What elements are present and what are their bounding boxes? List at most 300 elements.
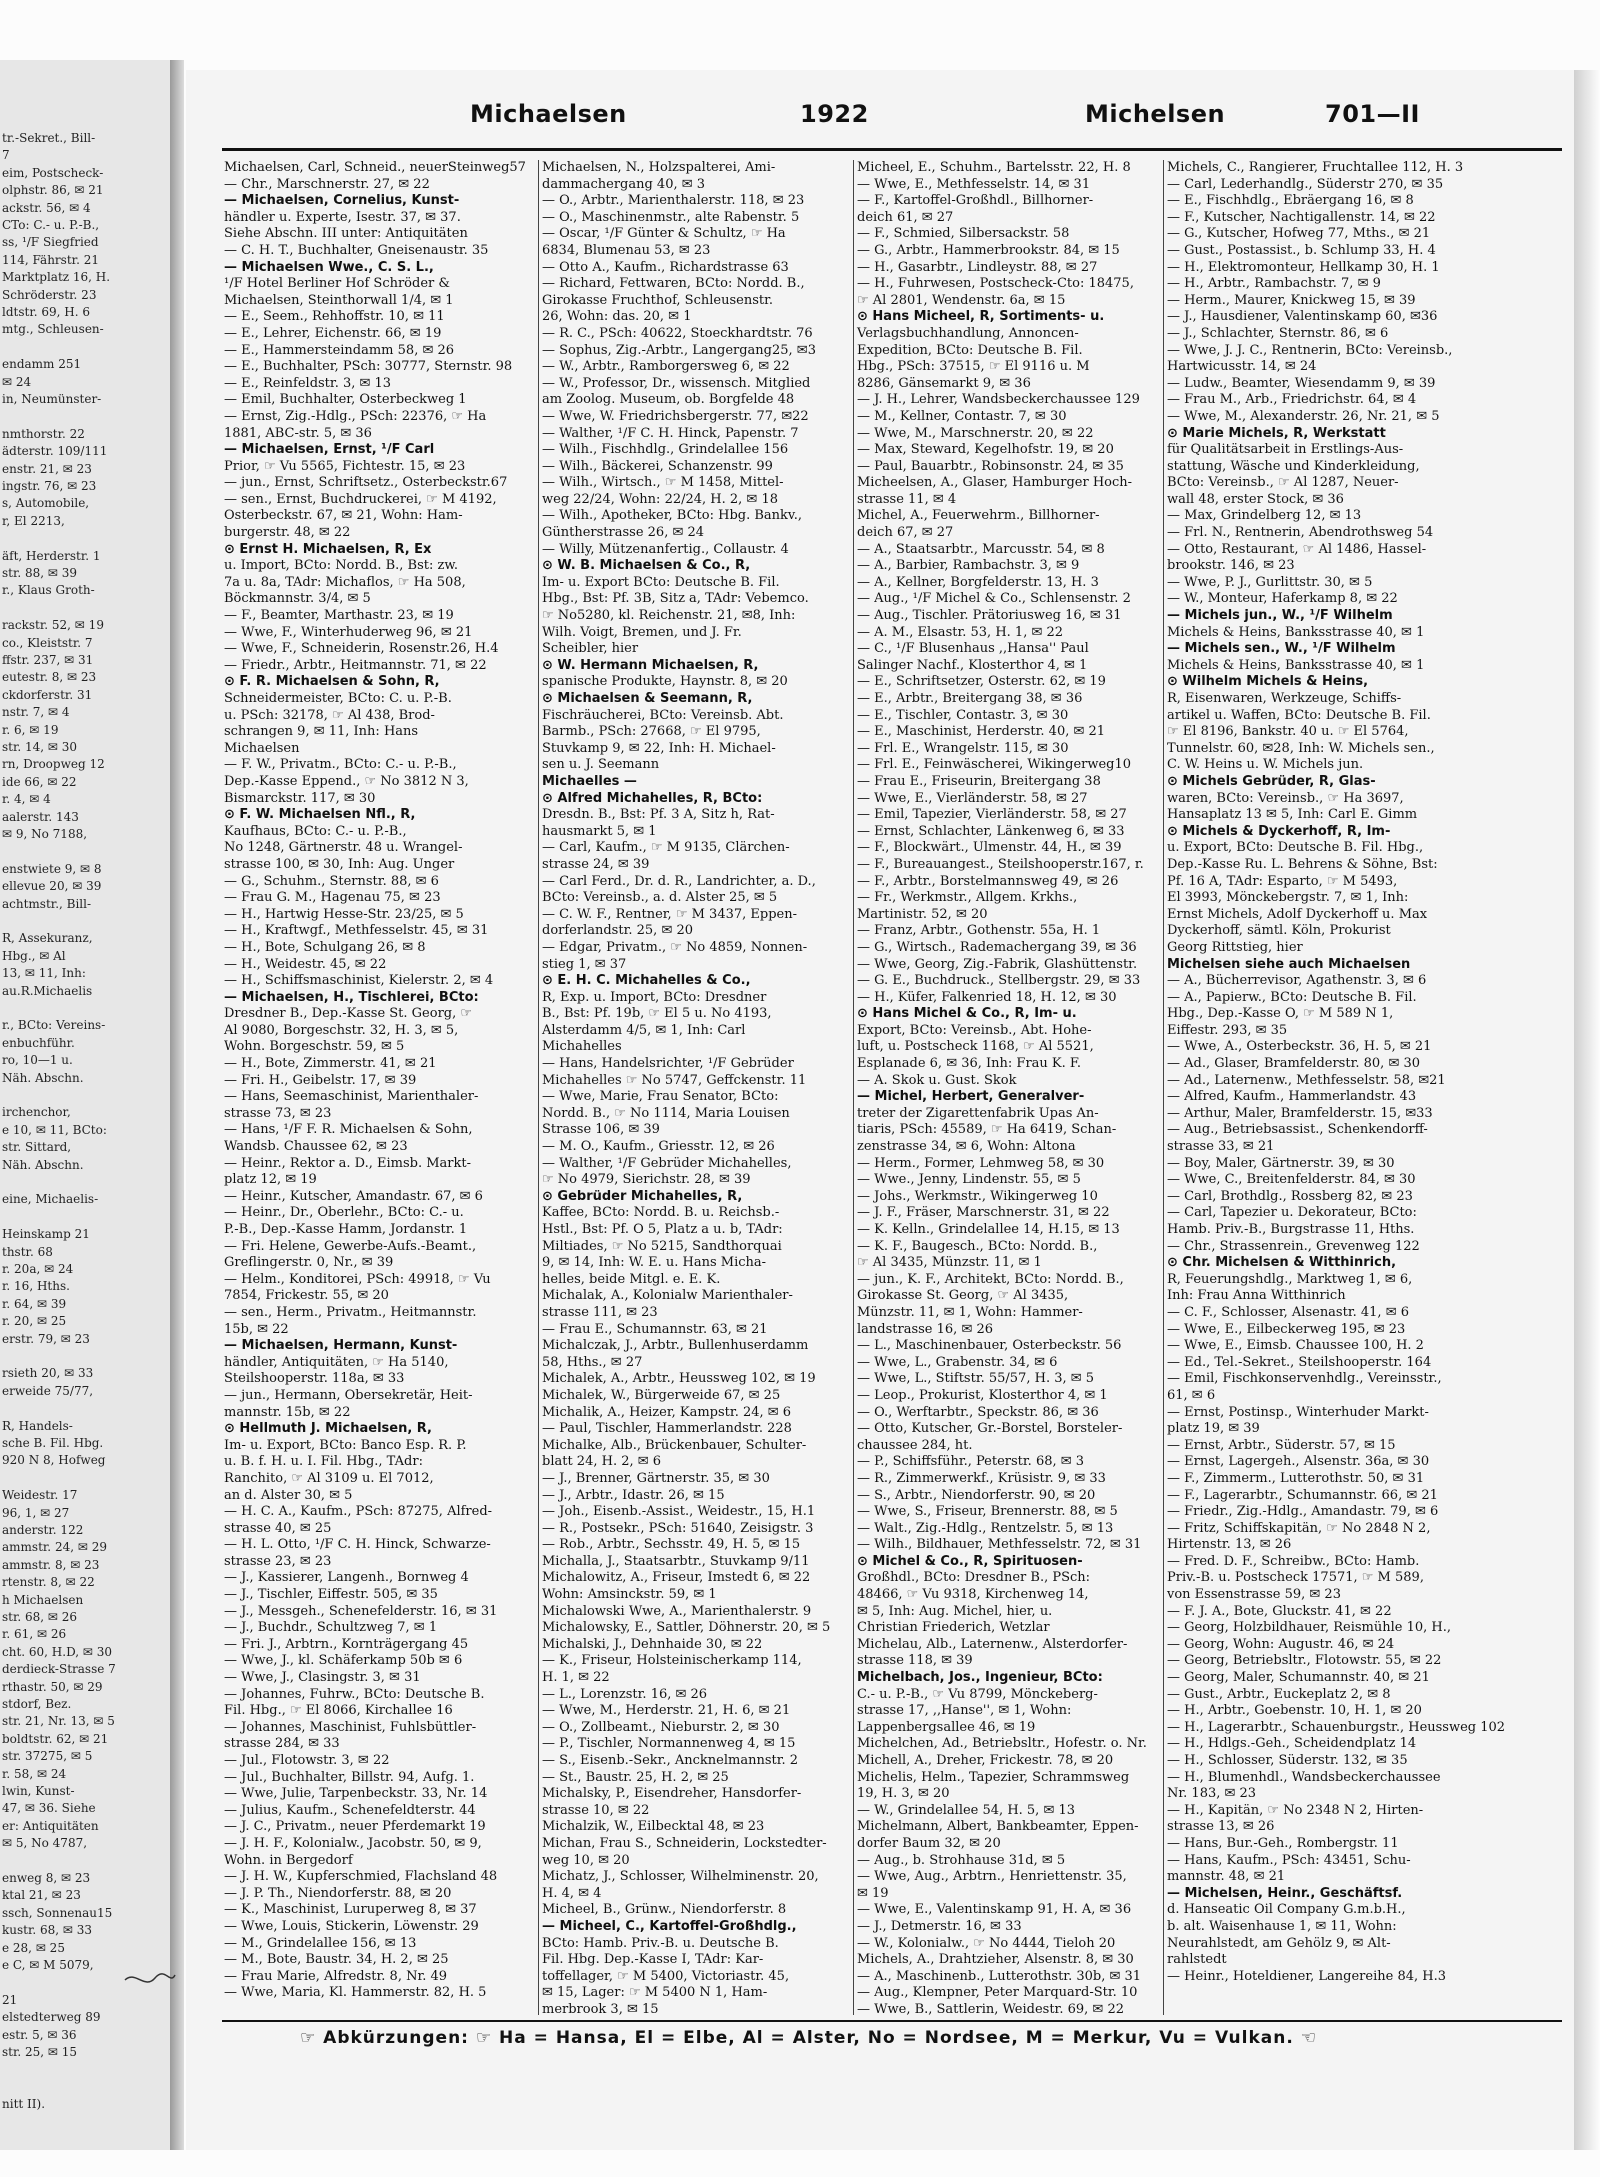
left-page-line: str. 37275, ✉ 5 [2,1749,93,1764]
directory-entry: Scheibler, hier [542,641,639,657]
directory-entry: hausmarkt 5, ✉ 1 [542,823,657,839]
left-page-line: anderstr. 122 [2,1523,84,1537]
directory-entry: stattung, Wäsche und Kinderkleidung, [1167,458,1420,474]
directory-entry: — Carl, Lederhandlg., Süderstr 270, ✉ 35 [1167,176,1444,192]
directory-entry: — E., Seem., Rehhoffstr. 10, ✉ 11 [224,309,445,325]
directory-entry: — M. O., Kaufm., Griesstr. 12, ✉ 26 [542,1139,775,1155]
directory-entry: blatt 24, H. 2, ✉ 6 [542,1454,662,1470]
left-page-line: aalerstr. 143 [2,809,79,824]
directory-entry: Hansaplatz 13 ✉ 5, Inh: Carl E. Gimm [1167,807,1418,823]
directory-entry: — Joh., Eisenb.-Assist., Weidestr., 15, H.1 [542,1504,816,1520]
directory-entry: ✉ 19 [857,1885,889,1901]
left-page-line: endamm 251 [2,357,82,372]
directory-entry: — Wwe, J., Clasingstr. 3, ✉ 31 [224,1670,421,1686]
directory-entry: Michel, A., Feuerwehrm., Billhorner- [857,508,1100,524]
directory-entry: — Georg, Holzbildhauer, Reismühle 10, H., [1167,1620,1451,1636]
left-page-line: nmthorstr. 22 [2,426,85,441]
directory-entry: Michelchen, Ad., Betriebsltr., Hofestr. o. Nr. [857,1736,1147,1752]
directory-entry: — J., Detmerstr. 16, ✉ 33 [857,1918,1022,1934]
directory-entry: H. 1, ✉ 22 [542,1670,610,1686]
left-page-line: r. 16, Hths. [2,1279,70,1294]
directory-entry: — J., Tischler, Eiffestr. 505, ✉ 35 [224,1587,438,1603]
directory-entry: — A., Bücherrevisor, Agathenstr. 3, ✉ 6 [1167,973,1427,989]
directory-entry: — J. H. F., Kolonialw., Jacobstr. 50, ✉ 9, [224,1835,482,1851]
directory-entry: C.- u. P.-B., ☞ Vu 8799, Mönckeberg- [857,1686,1098,1702]
directory-entry: Dresdner B., Dep.-Kasse St. Georg, ☞ [224,1006,473,1022]
directory-entry: waren, BCto: Vereinsb., ☞ Ha 3697, [1167,790,1404,806]
directory-entry: — Hans, Seemaschinist, Marienthaler- [224,1089,479,1105]
directory-entry: — R., Postsekr., PSch: 51640, Zeisigstr. 3 [542,1520,814,1536]
directory-entry: Michels & Heins, Banksstrasse 40, ✉ 1 [1167,624,1425,640]
directory-entry: Michatz, J., Schlosser, Wilhelminenstr. 20, [542,1869,819,1885]
directory-entry: — Wwe, F., Winterhuderweg 96, ✉ 21 [224,624,473,640]
left-page-line: thstr. 68 [2,1244,53,1259]
left-page-line: r. 61, ✉ 26 [2,1627,67,1642]
directory-entry: — Frau Marie, Alfredstr. 8, Nr. 49 [224,1968,448,1984]
directory-entry: ⊙ Michels Gebrüder, R, Glas- [1167,773,1376,789]
left-page-line: äft, Herderstr. 1 [2,548,101,563]
left-page-line: tr.-Sekret., Bill- [2,131,96,145]
directory-entry: — Otto, Kutscher, Gr.-Borstel, Borsteler- [857,1421,1123,1437]
left-page-line: r. 4, ✉ 4 [2,792,51,807]
directory-entry: BCto: Vereinsb., a. d. Alster 25, ✉ 5 [542,890,778,906]
directory-entry: — K. Kelln., Grindelallee 14, H.15, ✉ 13 [857,1222,1120,1237]
directory-entry: ⊙ W. B. Michaelsen & Co., R, [542,558,751,574]
left-page-line: Näh. Abschn. [2,1157,84,1172]
directory-entry: an d. Alster 30, ✉ 5 [224,1487,353,1503]
left-page-line: str. 14, ✉ 30 [2,740,78,754]
directory-entry: — Frl. N., Rentnerin, Abendrothsweg 54 [1167,525,1434,541]
directory-entry: Neurahlstedt, am Gehölz 9, ✉ Alt- [1167,1935,1391,1951]
directory-entry: — C., ¹/F Blusenhaus ,,Hansa'' Paul [857,641,1089,657]
directory-entry: — C. W. F., Rentner, ☞ M 3437, Eppen- [542,906,797,922]
directory-entry: — R. C., PSch: 40622, Stoeckhardtstr. 76 [542,325,813,341]
directory-entry: — Fred. D. F., Schreibw., BCto: Hamb. [1167,1553,1420,1569]
left-page-line: er: Antiquitäten [2,1818,99,1833]
left-page-line: ingstr. 76, ✉ 23 [2,479,97,493]
page-edge-right [1574,70,1600,2150]
directory-entry: ☞ No 4979, Sierichstr. 28, ✉ 39 [542,1172,751,1188]
directory-entry: Greflingerstr. 0, Nr., ✉ 39 [224,1255,394,1271]
left-page-line: 21 [2,1992,18,2007]
directory-entry: — Chr., Strassenrein., Grevenweg 122 [1167,1238,1420,1254]
directory-entry: — Oscar, ¹/F Günter & Schultz, ☞ Ha [542,226,786,242]
left-page-line: stdorf, Bez. [2,1697,72,1711]
directory-entry: — Chr., Marschnerstr. 27, ✉ 22 [224,176,430,192]
directory-entry: Michelmann, Albert, Bankbeamter, Eppen- [857,1819,1139,1835]
directory-entry: — H. C. A., Kaufm., PSch: 87275, Alfred- [224,1504,493,1520]
directory-entry: — Wilh., Bäckerei, Schanzenstr. 99 [542,458,773,474]
directory-entry: — Ludw., Beamter, Wiesendamm 9, ✉ 39 [1167,375,1436,391]
directory-entry: Michalczak, J., Arbtr., Bullenhuserdamm [542,1338,809,1354]
directory-entry: für Qualitätsarbeit in Erstlings-Aus- [1167,442,1404,458]
directory-entry: luft, u. Postscheck 1168, ☞ Al 5521, [857,1039,1094,1055]
directory-entry: Michalak, A., Kolonialw Marienthaler- [542,1288,793,1304]
directory-entry: — F., Kutscher, Nachtigallenstr. 14, ✉ 22 [1167,209,1436,225]
left-page-line: boldtstr. 62, ✉ 21 [2,1731,109,1746]
directory-entry: Fil. Hbg., ☞ El 8066, Kirchallee 16 [224,1703,453,1719]
left-page-line: ✉ 9, No 7188, [2,827,88,841]
directory-entry: Michaelsen, Steinthorwall 1/4, ✉ 1 [224,292,454,308]
directory-entry: weg 22/24, Wohn: 22/24, H. 2, ✉ 18 [542,491,778,507]
directory-entry: dorferlandstr. 25, ✉ 20 [542,923,694,939]
left-page-line: ammstr. 24, ✉ 29 [2,1540,107,1555]
directory-entry: Hirtenstr. 13, ✉ 26 [1167,1537,1292,1553]
directory-entry: Wohn: Amsinckstr. 59, ✉ 1 [542,1587,717,1603]
directory-entry: — Wwe, J. J. C., Rentnerin, BCto: Vereinsb., [1167,342,1453,358]
directory-entry: — Georg, Betriebsltr., Flotowstr. 55, ✉ 22 [1167,1653,1442,1669]
directory-entry: — Walther, ¹/F C. H. Hinck, Papenstr. 7 [542,425,799,441]
directory-entry: strasse 111, ✉ 23 [542,1304,658,1320]
directory-entry: — Ernst, Arbtr., Süderstr. 57, ✉ 15 [1167,1437,1396,1453]
directory-entry: — Ernst, Schlachter, Länkenweg 6, ✉ 33 [857,823,1125,839]
directory-entry: Dep.-Kasse Ru. L. Behrens & Söhne, Bst: [1167,856,1438,872]
directory-entry: Böckmannstr. 3/4, ✉ 5 [224,591,371,607]
directory-entry: — Wilh., Wirtsch., ☞ M 1458, Mittel- [542,475,784,491]
directory-entry: — H., Hdlgs.-Geh., Scheidendplatz 14 [1167,1736,1417,1752]
directory-entry: Miltiades, ☞ No 5215, Sandthorquai [542,1238,782,1254]
directory-entry: R, Exp. u. Import, BCto: Dresdner [542,989,767,1005]
directory-entry: — jun., Ernst, Schriftsetz., Osterbeckstr.67 [224,475,508,491]
directory-entry: b. alt. Waisenhause 1, ✉ 11, Wohn: [1167,1918,1397,1934]
left-page-line: h Michaelsen [2,1592,84,1607]
directory-entry: Prior, ☞ Vu 5565, Fichtestr. 15, ✉ 23 [224,458,466,474]
left-page-line: r. 20, ✉ 25 [2,1314,67,1329]
directory-entry: Michalski, J., Dehnhaide 30, ✉ 22 [542,1636,763,1652]
directory-entry: Priv.-B. u. Postscheck 17571, ☞ M 589, [1167,1570,1424,1586]
directory-entry: dorfer Baum 32, ✉ 20 [857,1835,1001,1851]
directory-entry: 8286, Gänsemarkt 9, ✉ 36 [857,375,1031,391]
directory-entry: Michaelsen, N., Holzspalterei, Ami- [542,160,776,175]
directory-entry: 48466, ☞ Vu 9318, Kirchenweg 14, [857,1587,1089,1603]
directory-entry: P.-B., Dep.-Kasse Hamm, Jordanstr. 1 [224,1222,468,1237]
left-page-line: r., Klaus Groth- [2,583,95,598]
directory-entry: — W., Kolonialw., ☞ No 4444, Tieloh 20 [857,1935,1116,1951]
directory-entry: — Willy, Mützenanfertig., Collaustr. 4 [542,541,789,557]
directory-entry: u. Import, BCto: Nordd. B., Bst: zw. [224,558,459,574]
left-page-line: Hbg., ✉ Al [2,948,66,963]
directory-entry: ⊙ F. W. Michaelsen Nfl., R, [224,807,416,823]
directory-entry: ¹/F Hotel Berliner Hof Schröder & [224,276,450,292]
directory-entry: strasse 73, ✉ 23 [224,1105,332,1121]
book-gutter [170,60,184,2150]
directory-entry: Schneidermeister, BCto: C. u. P.-B. [224,691,452,706]
directory-entry: Bismarckstr. 117, ✉ 30 [224,790,376,806]
directory-entry: — K., Friseur, Holsteinischerkamp 114, [542,1653,802,1669]
directory-column-4 [1167,160,1506,2015]
left-page-line: e C, ✉ M 5079, [2,1958,94,1972]
left-page-line: nstr. 7, ✉ 4 [2,705,70,720]
directory-entry: — Aug., ¹/F Michel & Co., Schlensenstr. 2 [857,591,1131,607]
left-page-line: str. 88, ✉ 39 [2,566,78,580]
directory-entry: Girokasse St. Georg, ☞ Al 3435, [857,1288,1069,1304]
directory-entry: Güntherstrasse 26, ✉ 24 [542,525,705,541]
directory-entry: Michaelsen, Carl, Schneid., neuerSteinweg57 [224,160,526,175]
directory-entry: — H., Fuhrwesen, Postscheck-Cto: 18475, [857,276,1134,292]
directory-entry: — J. H. W., Kupferschmied, Flachsland 48 [224,1869,498,1885]
left-page-line: r. 6, ✉ 19 [2,722,59,737]
directory-entry: — Wwe, L., Grabenstr. 34, ✉ 6 [857,1354,1058,1370]
directory-entry: — K. F., Baugesch., BCto: Nordd. B., [857,1238,1098,1254]
directory-entry: Großhdl., BCto: Dresdner B., PSch: [857,1570,1091,1586]
directory-entry: — P., Tischler, Normannenweg 4, ✉ 15 [542,1736,796,1752]
directory-entry: 6834, Blumenau 53, ✉ 23 [542,242,711,258]
abbreviations-footer: ☞ Abkürzungen: ☞ Ha = Hansa, El = Elbe, Al = Alster, No = Nordsee, M = Merkur, Vu = Vulkan. ☜ [300,2028,1317,2048]
directory-entry: Verlagsbuchhandlung, Annoncen- [857,325,1079,341]
left-page-line: Näh. Abschn. [2,1070,84,1085]
left-page-line: enbuchführ. [2,1035,75,1050]
directory-entry: Hbg., Bst: Pf. 3B, Sitz a, TAdr: Vebemco. [542,591,809,607]
directory-entry: Michalke, Alb., Brückenbauer, Schulter- [542,1437,807,1453]
directory-entry: — O., Werftarbtr., Speckstr. 86, ✉ 36 [857,1404,1099,1420]
directory-entry: — Wwe, Aug., Arbtrn., Henriettenstr. 35, [857,1869,1127,1885]
directory-entry: Im- u. Export, BCto: Banco Esp. R. P. [224,1437,467,1453]
directory-entry: — Georg, Maler, Schumannstr. 40, ✉ 21 [1167,1670,1430,1686]
directory-entry: — Richard, Fettwaren, BCto: Nordd. B., [542,276,805,292]
directory-entry: — Wwe, E., Vierländerstr. 58, ✉ 27 [857,790,1088,806]
directory-entry: ⊙ Michels & Dyckerhoff, R, Im- [1167,823,1391,839]
directory-entry: Stuvkamp 9, ✉ 22, Inh: H. Michael- [542,740,776,756]
directory-entry: ✉ 15, Lager: ☞ M 5400 N 1, Ham- [542,1985,768,2001]
left-page-line: str. 25, ✉ 15 [2,2045,78,2059]
directory-entry: — A., Staatsarbtr., Marcusstr. 54, ✉ 8 [857,541,1105,557]
directory-entry: ☞ No5280, kl. Reichenstr. 21, ✉8, Inh: [542,608,796,624]
directory-entry: strasse 284, ✉ 33 [224,1736,340,1752]
directory-entry: — H., Bote, Schulgang 26, ✉ 8 [224,939,426,955]
directory-entry: — Michaelsen Wwe., C. S. L., [224,259,434,275]
directory-entry: — Wwe, F., Schneiderin, Rosenstr.26, H.4 [224,641,499,657]
directory-entry: — Wwe, M., Herderstr. 21, H. 6, ✉ 21 [542,1703,791,1719]
directory-entry: strasse 17, ,,Hanse'', ✉ 1, Wohn: [857,1703,1072,1719]
directory-entry: Michelsen siehe auch Michaelsen [1167,956,1411,972]
directory-entry: — Wwe, M., Alexanderstr. 26, Nr. 21, ✉ 5 [1167,408,1440,424]
directory-entry: — Emil, Fischkonservenhdlg., Vereinsstr., [1167,1371,1442,1387]
directory-entry: Fil. Hbg. Dep.-Kasse I, TAdr: Kar- [542,1952,764,1968]
left-page-line: rackstr. 52, ✉ 19 [2,618,104,633]
directory-column-3 [857,160,1159,2015]
directory-entry: landstrasse 16, ✉ 26 [857,1321,994,1337]
left-page-line: CTo: C.- u. P.-B., [2,218,100,232]
directory-entry: Kaufhaus, BCto: C.- u. P.-B., [224,823,407,839]
directory-entry: Im- u. Export BCto: Deutsche B. Fil. [542,574,780,590]
directory-entry: — Carl, Kaufm., ☞ M 9135, Clärchen- [542,840,790,856]
directory-entry: H. 4, ✉ 4 [542,1885,602,1901]
directory-entry: Al 9080, Borgeschstr. 32, H. 3, ✉ 5, [224,1022,459,1038]
directory-entry: ☞ Al 3435, Münzstr. 11, ✉ 1 [857,1255,1042,1271]
directory-entry: burgerstr. 48, ✉ 22 [224,525,351,541]
directory-entry: Michelau, Alb., Laternenw., Alsterdorfer- [857,1636,1128,1652]
directory-entry: — Herm., Maurer, Knickweg 15, ✉ 39 [1167,292,1416,308]
left-page-line: achtmstr., Bill- [2,896,92,911]
directory-entry: — G., Arbtr., Hammerbrookstr. 84, ✉ 15 [857,242,1120,258]
directory-entry: — Carl, Tapezier u. Dekorateur, BCto: [1167,1205,1417,1221]
directory-entry: — F., Kartoffel-Großhdl., Billhorner- [857,193,1094,209]
directory-entry: 61, ✉ 6 [1167,1387,1216,1403]
directory-entry: tiaris, PSch: 45589, ☞ Ha 6419, Schan- [857,1122,1117,1138]
directory-entry: Micheel, B., Grünw., Niendorferstr. 8 [542,1902,787,1918]
directory-entry: 7a u. 8a, TAdr: Michaflos, ☞ Ha 508, [224,574,466,590]
directory-entry: — H., Arbtr., Goebenstr. 10, H. 1, ✉ 20 [1167,1703,1422,1719]
directory-entry: — H., Blumenhdl., Wandsbeckerchaussee [1167,1769,1441,1785]
directory-entry: — H., Elektromonteur, Hellkamp 30, H. 1 [1167,259,1440,275]
directory-entry: Michalowski Wwe, A., Marienthalerstr. 9 [542,1603,812,1619]
directory-entry: Michelis, Helm., Tapezier, Schrammsweg [857,1769,1130,1785]
directory-entry: ⊙ Hans Micheel, R, Sortiments- u. [857,309,1105,325]
directory-entry: strasse 40, ✉ 25 [224,1520,332,1536]
directory-entry: — Frl. E., Feinwäscherei, Wikingerweg10 [857,757,1132,773]
directory-entry: — Johannes, Maschinist, Fuhlsbüttler- [224,1719,477,1735]
directory-entry: Tunnelstr. 60, ✉28, Inh: W. Michels sen., [1167,740,1435,756]
directory-entry: — F., Lagerarbtr., Schumannstr. 66, ✉ 21 [1167,1487,1438,1503]
directory-entry: R, Eisenwaren, Werkzeuge, Schiffs- [1167,691,1402,706]
directory-entry: u. Export, BCto: Deutsche B. Fil. Hbg., [1167,840,1424,856]
directory-entry: Michalowitz, A., Friseur, Imstedt 6, ✉ 22 [542,1570,811,1586]
directory-entry: — J., Messgeh., Schenefelderstr. 16, ✉ 31 [224,1603,498,1619]
directory-entry: strasse 11, ✉ 4 [857,491,957,507]
directory-entry: — St., Baustr. 25, H. 2, ✉ 25 [542,1769,729,1785]
directory-entry: — Ad., Glaser, Bramfelderstr. 80, ✉ 30 [1167,1056,1421,1072]
directory-entry: d. Hanseatic Oil Company G.m.b.H., [1167,1902,1406,1918]
directory-entry: strasse 10, ✉ 22 [542,1802,650,1818]
directory-entry: Michalowsky, E., Sattler, Döhnerstr. 20, ✉ 5 [542,1620,831,1636]
directory-entry: — E., Buchhalter, PSch: 30777, Sternstr. 98 [224,359,513,375]
directory-entry: — Heinr., Kutscher, Amandastr. 67, ✉ 6 [224,1188,483,1204]
directory-entry: — J., Hausdiener, Valentinskamp 60, ✉36 [1167,309,1438,325]
directory-entry: Micheelsen, A., Glaser, Hamburger Hoch- [857,475,1133,491]
directory-entry: ⊙ E. H. C. Michahelles & Co., [542,973,751,989]
directory-entry: — Wwe, Louis, Stickerin, Löwenstr. 29 [224,1918,479,1934]
directory-entry: — Wwe, C., Breitenfelderstr. 84, ✉ 30 [1167,1172,1416,1188]
directory-entry: — F., Blockwärt., Ulmenstr. 44, H., ✉ 39 [857,840,1122,856]
directory-entry: — Wwe, Georg, Zig.-Fabrik, Glashüttenstr. [857,956,1138,972]
left-page-line: ✉ 5, No 4787, [2,1836,88,1851]
directory-entry: — E., Arbtr., Breitergang 38, ✉ 36 [857,691,1083,706]
left-page-line: R, Handels- [2,1418,73,1433]
left-page-line: R, Assekuranz, [2,931,93,946]
directory-entry: ☞ Al 2801, Wendenstr. 6a, ✉ 15 [857,292,1066,308]
directory-entry: — E., Maschinist, Herderstr. 40, ✉ 21 [857,724,1106,740]
directory-entry: — Wwe, P. J., Gurlittstr. 30, ✉ 5 [1167,574,1373,590]
directory-entry: — Micheel, C., Kartoffel-Großhdlg., [542,1918,797,1934]
directory-entry: — H., Küfer, Falkenried 18, H. 12, ✉ 30 [857,989,1117,1005]
left-page-line: r. 58, ✉ 24 [2,1766,67,1781]
directory-entry: — O., Maschinenmstr., alte Rabenstr. 5 [542,209,800,225]
directory-entry: toffellager, ☞ M 5400, Victoriastr. 45, [542,1968,790,1984]
directory-entry: — G., Schuhm., Sternstr. 88, ✉ 6 [224,873,439,889]
directory-entry: — Helm., Konditorei, PSch: 49918, ☞ Vu [224,1271,491,1287]
directory-entry: — Paul, Bauarbtr., Robinsonstr. 24, ✉ 35 [857,458,1124,474]
directory-entry: sen u. J. Seemann [542,757,660,773]
directory-entry: Micheel, E., Schuhm., Bartelsstr. 22, H. 8 [857,160,1131,175]
directory-entry: händler, Antiquitäten, ☞ Ha 5140, [224,1354,449,1370]
directory-entry: strasse 33, ✉ 21 [1167,1139,1275,1155]
directory-entry: — F., Bureauangest., Steilshooperstr.167, r. [857,856,1144,872]
left-page-line: r. 64, ✉ 39 [2,1296,67,1311]
header-rule [222,148,1562,151]
directory-entry: — Fri. H., Geibelstr. 17, ✉ 39 [224,1072,417,1088]
directory-entry: — Michel, Herbert, Generalver- [857,1089,1085,1105]
footer-rule [222,2020,1562,2022]
directory-entry: ⊙ Michaelsen & Seemann, R, [542,691,753,706]
directory-entry: — Otto A., Kaufm., Richardstrasse 63 [542,259,789,275]
directory-entry: deich 67, ✉ 27 [857,525,954,541]
left-page-line: r, El 2213, [2,513,65,528]
directory-entry: am Zoolog. Museum, ob. Borgfelde 48 [542,392,795,408]
directory-entry: — Wwe, L., Stiftstr. 55/57, H. 3, ✉ 5 [857,1371,1095,1387]
directory-entry: — Wilh., Fischhdlg., Grindelallee 156 [542,442,789,458]
left-page-line: sche B. Fil. Hbg. [2,1436,104,1450]
directory-entry: 26, Wohn: das. 20, ✉ 1 [542,309,692,325]
directory-entry: — Wwe, A., Osterbeckstr. 36, H. 5, ✉ 21 [1167,1039,1432,1055]
directory-entry: Michalek, W., Bürgerweide 67, ✉ 25 [542,1387,781,1403]
directory-entry: — Friedr., Zig.-Hdlg., Amandastr. 79, ✉ 6 [1167,1504,1439,1520]
left-page-line: str. 68, ✉ 26 [2,1610,78,1624]
directory-entry: strasse 100, ✉ 30, Inh: Aug. Unger [224,856,455,872]
directory-entry: — E., Tischler, Contastr. 3, ✉ 30 [857,707,1069,723]
directory-entry: — J., Brenner, Gärtnerstr. 35, ✉ 30 [542,1470,770,1486]
directory-entry: Siehe Abschn. III unter: Antiquitäten [224,226,468,242]
directory-entry: — J., Schlachter, Sternstr. 86, ✉ 6 [1167,325,1389,341]
left-page-line: erstr. 79, ✉ 23 [2,1331,90,1346]
left-page-line: 47, ✉ 36. Siehe [2,1801,96,1816]
directory-entry: — W., Professor, Dr., wissensch. Mitglied [542,375,811,391]
directory-entry: — Wwe, E., Eilbeckerweg 195, ✉ 23 [1167,1321,1406,1337]
column-divider [853,160,854,2015]
directory-entry: Expedition, BCto: Deutsche B. Fil. [857,342,1083,358]
directory-entry: — Hans, Kaufm., PSch: 43451, Schu- [1167,1852,1411,1868]
directory-entry: Hartwicusstr. 14, ✉ 24 [1167,359,1317,375]
directory-entry: — Johs., Werkmstr., Wikingerweg 10 [857,1188,1098,1204]
directory-entry: — Wwe, Marie, Frau Senator, BCto: [542,1089,779,1105]
directory-entry: — A., Kellner, Borgfelderstr. 13, H. 3 [857,574,1099,590]
directory-entry: — Rob., Arbtr., Sechsstr. 49, H. 5, ✉ 15 [542,1537,801,1553]
directory-entry: — S., Arbtr., Niendorferstr. 90, ✉ 20 [857,1487,1096,1503]
directory-entry: Alsterdamm 4/5, ✉ 1, Inh: Carl [542,1022,746,1038]
directory-entry: — E., Reinfeldstr. 3, ✉ 13 [224,375,392,391]
directory-entry: — Hans, ¹/F F. R. Michaelsen & Sohn, [224,1122,473,1138]
directory-entry: Christian Friederich, Wetzlar [857,1620,1050,1636]
directory-entry: R, Feuerungshdlg., Marktweg 1, ✉ 6, [1167,1271,1413,1287]
directory-entry: 9, ✉ 14, Inh: W. E. u. Hans Micha- [542,1255,767,1271]
directory-entry: — Aug., b. Strohhause 31d, ✉ 5 [857,1852,1066,1868]
directory-entry: Michelbach, Jos., Ingenieur, BCto: [857,1670,1103,1686]
running-header-right: Michelsen [1085,100,1226,128]
directory-entry: deich 61, ✉ 27 [857,209,954,225]
directory-entry: Michels & Heins, Banksstrasse 40, ✉ 1 [1167,657,1425,673]
directory-entry: — J. P. Th., Niendorferstr. 88, ✉ 20 [224,1885,452,1901]
directory-entry: — Boy, Maler, Gärtnerstr. 39, ✉ 30 [1167,1155,1395,1171]
directory-entry: helles, beide Mitgl. e. E. K. [542,1271,721,1287]
directory-entry: — Wwe., Jenny, Lindenstr. 55, ✉ 5 [857,1172,1081,1188]
directory-entry: ⊙ F. R. Michaelsen & Sohn, R, [224,674,440,690]
directory-entry: Michalla, J., Staatsarbtr., Stuvkamp 9/11 [542,1553,810,1569]
directory-entry: — Walther, ¹/F Gebrüder Michahelles, [542,1155,792,1171]
directory-entry: dammachergang 40, ✉ 3 [542,176,706,192]
directory-entry: Michalzik, W., Eilbecktal 48, ✉ 23 [542,1819,765,1835]
left-page-line: rsieth 20, ✉ 33 [2,1366,94,1381]
directory-entry: — Herm., Former, Lehmweg 58, ✉ 30 [857,1155,1105,1171]
left-page-line: ✉ 24 [2,374,32,389]
directory-entry: — Friedr., Arbtr., Heitmannstr. 71, ✉ 22 [224,657,487,673]
directory-entry: — K., Maschinist, Luruperweg 8, ✉ 37 [224,1902,477,1918]
directory-entry: — H., Bote, Zimmerstr. 41, ✉ 21 [224,1056,437,1072]
directory-entry: — F., Arbtr., Borstelmannsweg 49, ✉ 26 [857,873,1119,889]
left-page-line: ellevue 20, ✉ 39 [2,879,102,894]
directory-entry: Dyckerhoff, sämtl. Köln, Prokurist [1167,923,1391,939]
directory-entry: — E., Schriftsetzer, Osterstr. 62, ✉ 19 [857,674,1106,690]
directory-entry: — H., Gasarbtr., Lindleystr. 88, ✉ 27 [857,259,1098,275]
left-page-line: e 28, ✉ 25 [2,1940,65,1955]
